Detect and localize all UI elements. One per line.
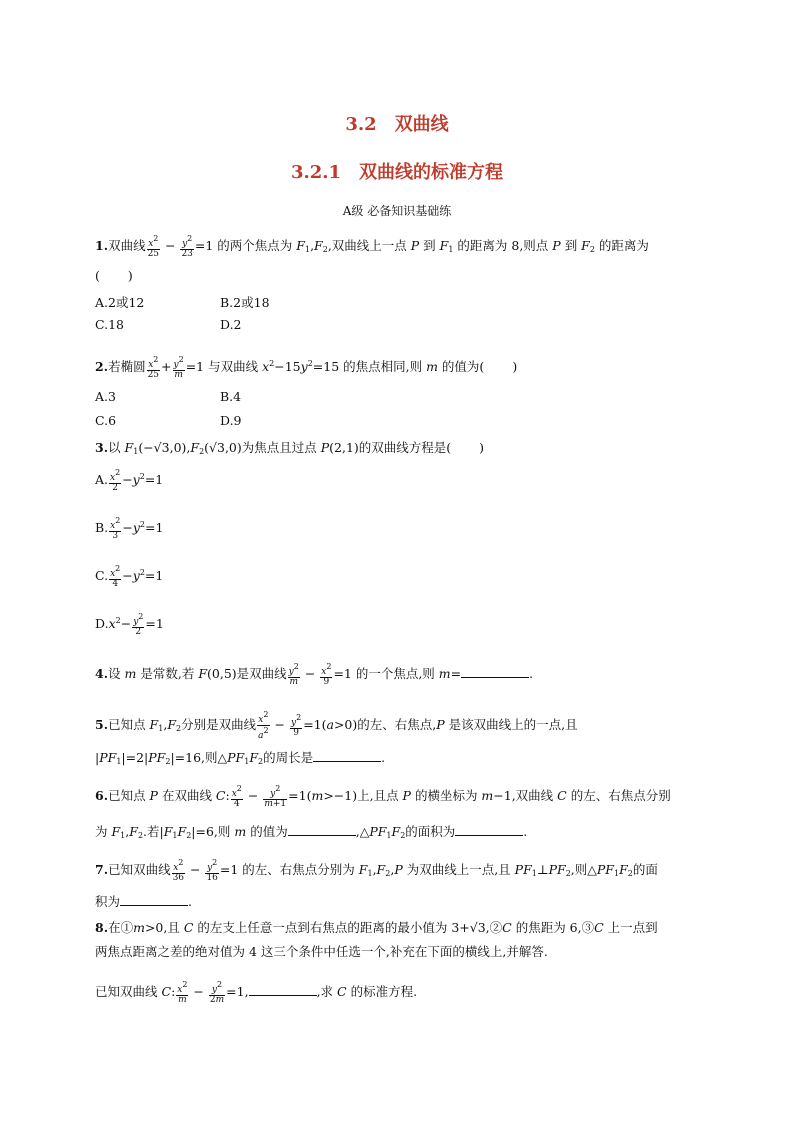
answer-blank: [120, 895, 188, 906]
question-4: 4.设 m 是常数,若 F(0,5)是双曲线 $\frac{y^2}{m}$ − $\frac{x^2}{9}$ =1 的一个焦点,则 m= .: [95, 662, 534, 687]
q2-option-a: A.3: [95, 389, 116, 404]
question-2: 2.若椭圆 $\frac{x^2}{25}$ + $\frac{y^2}{m}$ =1 与双曲线 $x^2-15y^2=15$ 的焦点相同,则 m 的值为( ): [95, 355, 518, 380]
answer-blank: [461, 667, 529, 678]
q3-option-d: $D.x^2-$ $\frac{y^2}{2}$ =1: [95, 612, 164, 637]
q2-option-c: C.6: [95, 413, 117, 428]
question-7: 7.已知双曲线 $\frac{x^2}{36}$ − $\frac{y^2}{16}$ =1 的左、右焦点分别为 $F_1,F_2,P$ 为双曲线上一点,且 $PF_1\perp PF_2$,则$\triangle PF_1F_2$的面: [95, 858, 658, 883]
question-number: 7.: [95, 862, 109, 877]
answer-blank: [288, 825, 356, 836]
answer-blank: [313, 751, 381, 762]
question-number: 2.: [95, 359, 109, 374]
question-8-line-2: 两焦点距离之差的绝对值为 4 这三个条件中任选一个,补充在下面的横线上,并解答.: [95, 944, 548, 959]
q2-option-d: D.9: [220, 413, 242, 428]
answer-blank: [249, 985, 317, 996]
q3-option-a: A. $\frac{x^2}{2}$ $-y^2=1$: [95, 468, 164, 493]
level-label: A级 必备知识基础练: [342, 204, 452, 218]
q3-option-c: C. $\frac{x^2}{4}$ $-y^2=1$: [95, 564, 164, 589]
q1-option-a: A.2或12: [95, 295, 145, 310]
question-number: 6.: [95, 788, 109, 803]
question-6-line-2: 为 $F_1,F_2$.若$|F_1F_2|=6$,则 m 的值为 $,\triangle PF_1F_2$的面积为 .: [95, 824, 528, 840]
question-6: 6.已知点 P 在双曲线 C: $\frac{x^2}{4}$ − $\frac{y^2}{m+1}$ =1(m>−1)上,且点 P 的横坐标为 m−1,双曲线 C 的左、右焦点分别: [95, 784, 671, 809]
q2-option-b: B.4: [220, 389, 242, 404]
question-8-line-3: 已知双曲线 C: $\frac{x^2}{m}$ − $\frac{y^2}{2m}$ =1, ,求 C 的标准方程.: [95, 980, 418, 1005]
q3-option-b: B. $\frac{x^2}{3}$ $-y^2=1$: [95, 516, 164, 541]
question-3: 3.以 $F_1(-√3,0),F_2(√3,0)$为焦点且过点 P(2,1)的双曲线方程是( ): [95, 440, 485, 456]
subsection-title: 3.2.1 双曲线的标准方程: [290, 162, 504, 183]
q1-option-c: C.18: [95, 317, 124, 332]
q1-option-b: B.2或18: [220, 295, 270, 310]
answer-parentheses: ( ): [95, 268, 133, 283]
section-title: 3.2 双曲线: [345, 114, 449, 135]
question-number: 5.: [95, 717, 109, 732]
question-7-line-2: 积为 .: [95, 894, 192, 909]
question-1: 1.双曲线 $\frac{x^2}{25}$ − $\frac{y^2}{23}$ =1 的两个焦点为 $F_1,F_2$,双曲线上一点 P 到 $F_1$ 的距离为 8,则点 P 到 $F_2$ 的距离为: [95, 234, 649, 259]
question-number: 1.: [95, 238, 109, 253]
question-number: 3.: [95, 440, 109, 455]
question-8: 8.在①m>0,且 C 的左支上任意一点到右焦点的距离的最小值为 3+√3,②C 的焦距为 6,③C 上一点到: [95, 920, 658, 935]
answer-blank: [455, 825, 523, 836]
question-5: 5.已知点 $F_1,F_2$分别是双曲线 $\frac{x^2}{a^2}$ − $\frac{y^2}{9}$ =1(a>0)的左、右焦点,P 是该双曲线上的一点,且: [95, 710, 578, 741]
q1-option-d: D.2: [220, 317, 242, 332]
question-number: 8.: [95, 920, 109, 935]
question-5-line-2: $|PF_1|=2|PF_2|=16$,则$\triangle PF_1F_2$的周长是 .: [95, 750, 386, 766]
question-number: 4.: [95, 666, 109, 681]
